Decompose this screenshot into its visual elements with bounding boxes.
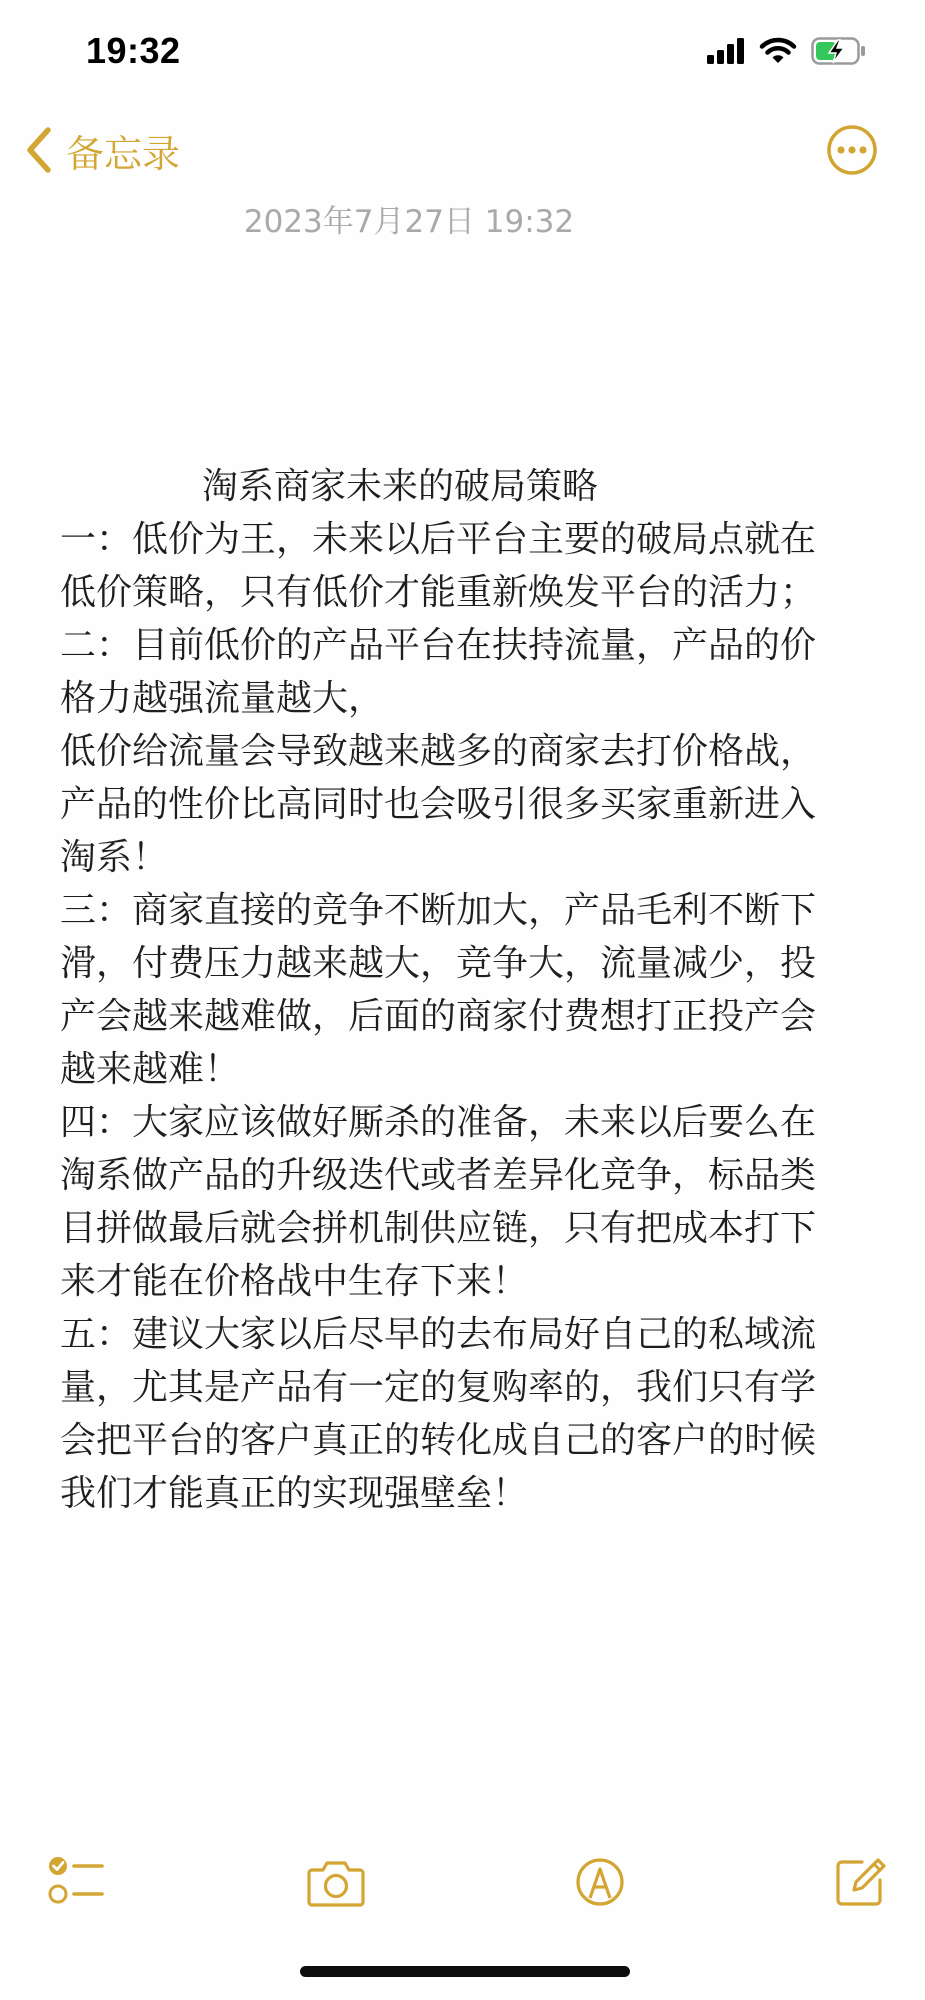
note-line: 量，尤其是产品有一定的复购率的，我们只有学	[60, 1367, 817, 1408]
signal-icon	[707, 38, 745, 64]
compose-icon	[828, 1850, 892, 1914]
status-icons	[707, 34, 867, 68]
status-bar	[0, 0, 925, 100]
bottom-toolbar	[0, 1850, 925, 1930]
note-body[interactable]	[60, 460, 870, 1520]
note-title: 淘系商家未来的破局策略	[202, 466, 599, 507]
home-indicator[interactable]	[300, 1966, 630, 1977]
note-line: 二：目前低价的产品平台在扶持流量，产品的价	[60, 625, 817, 666]
note-line: 五：建议大家以后尽早的去布局好自己的私域流	[60, 1314, 817, 1355]
note-line: 淘系！	[60, 837, 169, 878]
nav-bar	[0, 112, 925, 188]
back-button[interactable]	[26, 122, 180, 178]
checklist-button[interactable]	[44, 1850, 108, 1914]
note-line: 我们才能真正的实现强壁垒！	[60, 1473, 529, 1514]
more-button[interactable]	[825, 123, 879, 177]
chevron-left-icon	[26, 127, 52, 173]
note-date: 2023年7月27日 19:32	[243, 204, 575, 240]
note-line: 格力越强流量越大，	[60, 678, 385, 719]
note-line: 三：商家直接的竞争不断加大，产品毛利不断下	[60, 890, 817, 931]
note-line: 来才能在价格战中生存下来！	[60, 1261, 529, 1302]
wifi-icon	[759, 37, 797, 65]
note-line: 产会越来越难做，后面的商家付费想打正投产会	[60, 996, 817, 1037]
note-line: 产品的性价比高同时也会吸引很多买家重新进入	[60, 784, 817, 825]
note-line: 淘系做产品的升级迭代或者差异化竞争，标品类	[60, 1155, 817, 1196]
battery-charging-icon	[811, 37, 867, 65]
camera-icon	[306, 1850, 366, 1914]
note-line: 目拼做最后就会拼机制供应链，只有把成本打下	[60, 1208, 817, 1249]
markup-button[interactable]	[568, 1850, 632, 1914]
more-icon	[825, 123, 879, 177]
note-line: 低价策略，只有低价才能重新焕发平台的活力；	[60, 572, 817, 613]
note-line: 四：大家应该做好厮杀的准备，未来以后要么在	[60, 1102, 817, 1143]
note-line: 一：低价为王，未来以后平台主要的破局点就在	[60, 519, 817, 560]
note-line: 低价给流量会导致越来越多的商家去打价格战，	[60, 731, 817, 772]
checklist-icon	[44, 1850, 108, 1914]
compose-button[interactable]	[828, 1850, 892, 1914]
status-time: 19:32	[86, 30, 181, 71]
note-line: 滑，付费压力越来越大，竞争大，流量减少，投	[60, 943, 817, 984]
camera-button[interactable]	[306, 1850, 366, 1914]
note-line: 会把平台的客户真正的转化成自己的客户的时候	[60, 1420, 817, 1461]
markup-icon	[568, 1850, 632, 1914]
back-label: 备忘录	[66, 131, 181, 176]
note-line: 越来越难！	[60, 1049, 241, 1090]
